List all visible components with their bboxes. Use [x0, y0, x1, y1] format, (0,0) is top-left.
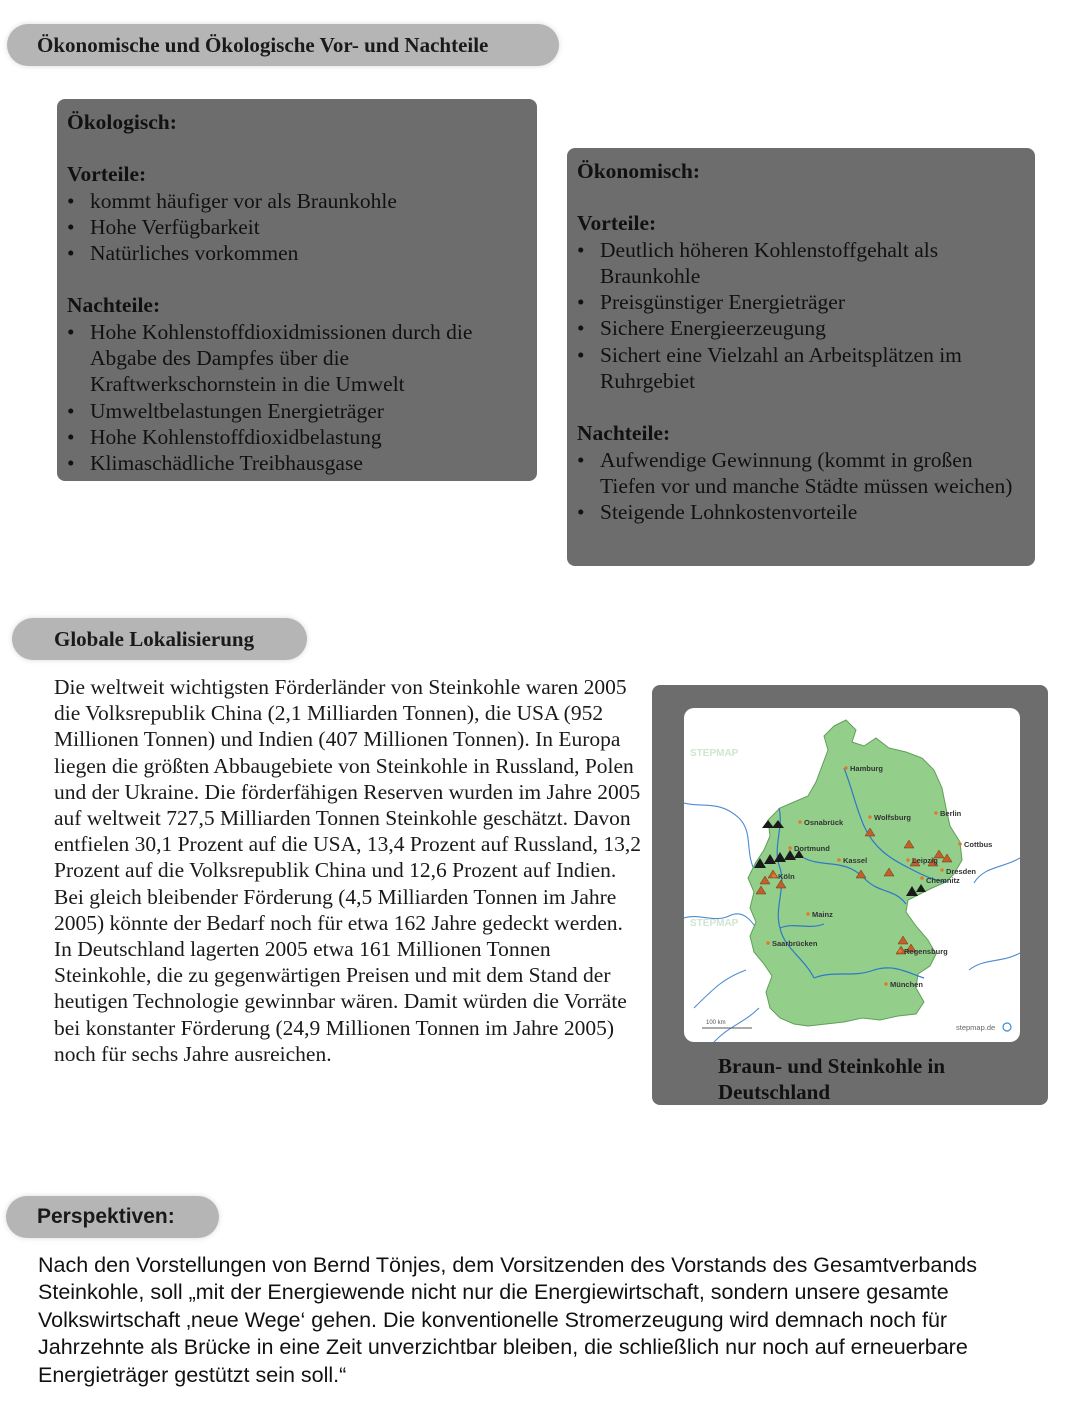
- economic-title: Ökonomisch:: [577, 159, 701, 183]
- ecological-title: Ökologisch:: [67, 110, 177, 134]
- city-label: Leipzig: [912, 856, 938, 865]
- list-item: • Umweltbelastungen Energieträger: [67, 398, 525, 424]
- city-label: Hamburg: [850, 764, 883, 773]
- section-header: [7, 24, 559, 66]
- ecological-pros-label: Vorteile:: [67, 162, 147, 187]
- watermark: STEPMAP: [690, 918, 739, 929]
- economic-box: [567, 148, 1035, 566]
- germany-map: [684, 708, 1020, 1042]
- list-item: • Steigende Lohnkostenvorteile: [577, 499, 1023, 525]
- city-label: Dortmund: [794, 844, 830, 853]
- perspectives-paragraph: Nach den Vorstellungen von Bernd Tönjes, dem Vorsitzenden des Vorstands des Gesamtverbands Steinkohle, soll „mit der Energiewende nicht nur die Energiewirtschaft, sondern unsere gesamte Volkswirtschaft ‚neue Wege‘ gehen. Die konventionelle Stromerzeugung wird demnach noch für Jahrzehnte als Brücke in eine Zeit unverzichtbar bleiben, die schließlich nur noch auf erneuerbare Energieträger gestützt sein soll.“: [38, 1253, 978, 1387]
- scale-label: 100 km: [706, 1020, 726, 1026]
- ecological-pros-list: [67, 188, 525, 267]
- list-item: • Preisgünstiger Energieträger: [577, 289, 1023, 315]
- perspectives-title: Perspektiven:: [37, 1205, 175, 1228]
- global-section-header: [12, 618, 307, 660]
- watermark: STEPMAP: [690, 748, 739, 759]
- list-item: • Hohe Kohlenstoffdioxidbelastung: [67, 424, 525, 450]
- city-label: Osnabrück: [804, 818, 844, 827]
- list-item: • Deutlich höheren Kohlenstoffgehalt als Braunkohle: [577, 237, 1023, 290]
- list-item: • Natürliches vorkommen: [67, 240, 525, 266]
- global-paragraph: Die weltweit wichtigsten Förderländer von Steinkohle waren 2005 die Volksrepublik China (2,1 Milliarden Tonnen), die USA (952 Millionen Tonnen) und Indien (407 Millionen Tonnen). In Europa liegen die größten Abbaugebiete von Steinkohle in Russland, Polen und der Ukraine. Die förderfähigen Reserven wurden im Jahre 2005 auf weltweit 727,5 Milliarden Tonnen Steinkohle geschätzt. Davon entfielen 30,1 Prozent auf die USA, 13,4 Prozent auf Russland, 13,2 Prozent auf die Volksrepublik China und 12,6 Prozent auf Indien. Bei gleich bleibender Förderung (4,5 Milliarden Tonnen im Jahre 2005) könnte der Bedarf noch für etwa 162 Jahre gedeckt werden. In Deutschland lagerten 2005 etwa 161 Millionen Tonnen Steinkohle, die zu gegenwärtigen Preisen und mit dem Stand der heutigen Technologie gewinnbar wären. Damit würden die Vorräte bei konstanter Förderung (24,9 Millionen Tonnen im Jahre 2005) noch für sechs Jahre ausreichen.: [54, 675, 641, 1066]
- city-label: Wolfsburg: [874, 813, 911, 822]
- list-item: • Klimaschädliche Treibhausgase: [67, 450, 525, 476]
- city-label: Regensburg: [904, 947, 948, 956]
- city-label: Chemnitz: [926, 876, 960, 885]
- city-label: Dresden: [946, 867, 977, 876]
- map-box: [652, 685, 1048, 1105]
- map-caption: Braun- und Steinkohle in Deutschland: [718, 1054, 946, 1104]
- list-item: • Sichere Energieerzeugung: [577, 315, 1023, 341]
- economic-pros-list: [577, 237, 1023, 395]
- city-label: Cottbus: [964, 840, 993, 849]
- ecological-cons-label: Nachteile:: [67, 293, 161, 318]
- perspectives-section-header: [6, 1196, 219, 1238]
- globe-icon: [1003, 1023, 1011, 1031]
- economic-pros-label: Vorteile:: [577, 211, 657, 236]
- map-credit: stepmap.de: [956, 1023, 996, 1032]
- city-label: Mainz: [812, 910, 833, 919]
- list-item: • Sichert eine Vielzahl an Arbeitsplätzen im Ruhrgebiet: [577, 342, 1023, 395]
- list-item: • kommt häufiger vor als Braunkohle: [67, 188, 525, 214]
- germany-map-graphic: [684, 708, 1020, 1042]
- city-label: Saarbrücken: [772, 939, 818, 948]
- economic-cons-list: [577, 447, 1023, 526]
- list-item: • Hohe Kohlenstoffdioxidmissionen durch die Abgabe des Dampfes über die Kraftwerkschornstein in die Umwelt: [67, 319, 525, 398]
- global-title: Globale Lokalisierung: [54, 627, 255, 651]
- city-label: Köln: [778, 872, 795, 881]
- list-item: • Hohe Verfügbarkeit: [67, 214, 525, 240]
- city-label: Kassel: [843, 856, 868, 865]
- ecological-box: [57, 99, 537, 481]
- city-label: Berlin: [940, 809, 962, 818]
- city-label: München: [890, 980, 923, 989]
- ecological-cons-list: [67, 319, 525, 477]
- economic-cons-label: Nachteile:: [577, 421, 671, 446]
- list-item: • Aufwendige Gewinnung (kommt in großen Tiefen vor und manche Städte müssen weichen): [577, 447, 1023, 500]
- header-title: Ökonomische und Ökologische Vor- und Nachteile: [37, 33, 489, 57]
